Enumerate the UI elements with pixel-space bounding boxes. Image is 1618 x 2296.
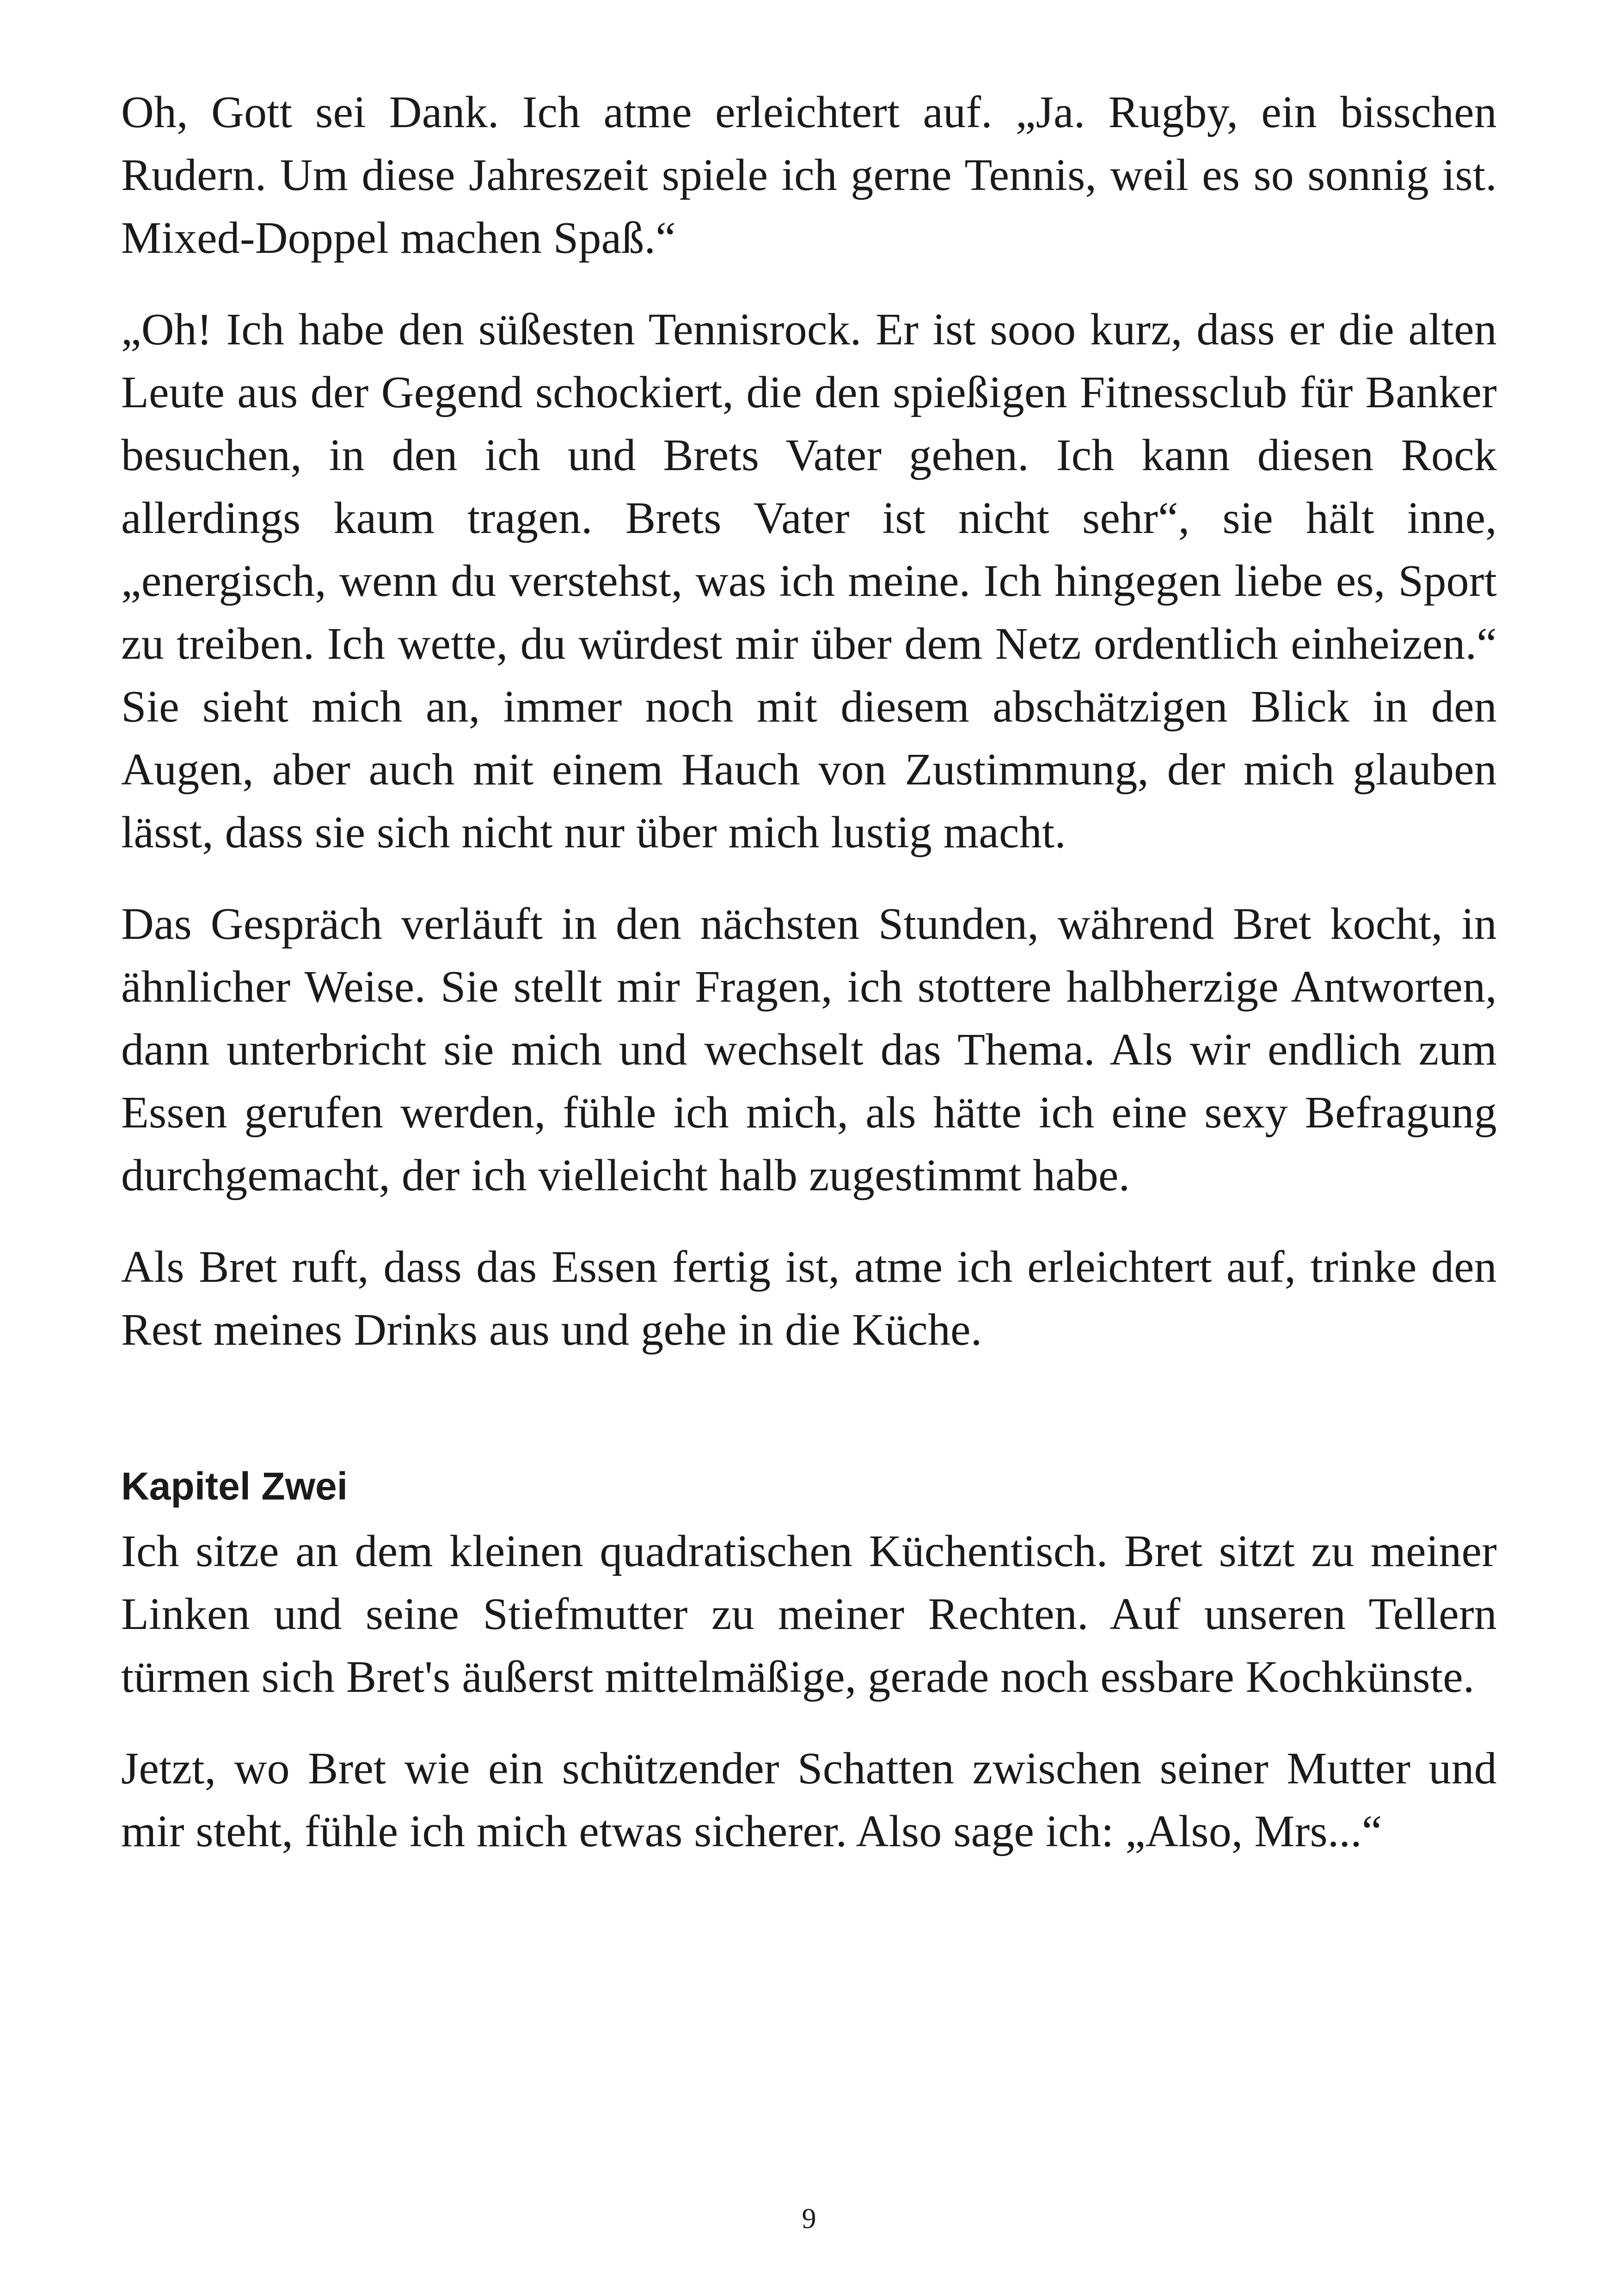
paragraph: Jetzt, wo Bret wie ein schützender Schatten zwischen seiner Mutter und mir steht, fühle ich mich etwas sicherer. Also sage ich: „Also, Mrs...“ (121, 1744, 1497, 1856)
book-page (121, 81, 1497, 1863)
paragraph: Ich sitze an dem kleinen quadratischen Küchentisch. Bret sitzt zu meiner Linken und seine Stiefmutter zu meiner Rechten. Auf unseren Tellern türmen sich Bret's äußerst mittelmäßige, gerade noch essbare Kochkünste. (121, 1526, 1497, 1702)
paragraph: Das Gespräch verläuft in den nächsten Stunden, während Bret kocht, in ähnlicher Weise. Sie stellt mir Fragen, ich stottere halbherzige Antworten, dann unterbricht sie mich und wechselt das Thema. Als wir endlich zum Essen gerufen werden, fühle ich mich, als hätte ich eine sexy Befragung durchgemacht, der ich vielleicht halb zugestimmt habe. (121, 899, 1497, 1200)
paragraph: „Oh! Ich habe den süßesten Tennisrock. Er ist sooo kurz, dass er die alten Leute aus der Gegend schockiert, die den spießigen Fitnessclub für Banker besuchen, in den ich und Brets Vater gehen. Ich kann diesen Rock allerdings kaum tragen. Brets Vater ist nicht sehr“, sie hält inne, „energisch, wenn du verstehst, was ich meine. Ich hingegen liebe es, Sport zu treiben. Ich wette, du würdest mir über dem Netz ordentlich einheizen.“ Sie sieht mich an, immer noch mit diesem abschätzigen Blick in den Augen, aber auch mit einem Hauch von Zustimmung, der mich glauben lässt, dass sie sich nicht nur über mich lustig macht. (121, 305, 1497, 857)
chapter-heading: Kapitel Zwei (121, 1464, 348, 1508)
paragraph: Oh, Gott sei Dank. Ich atme erleichtert auf. „Ja. Rugby, ein bisschen Rudern. Um diese Jahreszeit spiele ich gerne Tennis, weil es so sonnig ist. Mixed-Doppel machen Spaß.“ (121, 87, 1497, 263)
section-spacer (121, 1361, 1497, 1461)
paragraph: Als Bret ruft, dass das Essen fertig ist, atme ich erleichtert auf, trinke den Rest meines Drinks aus und gehe in die Küche. (121, 1242, 1497, 1355)
page-number: 9 (802, 2203, 816, 2235)
